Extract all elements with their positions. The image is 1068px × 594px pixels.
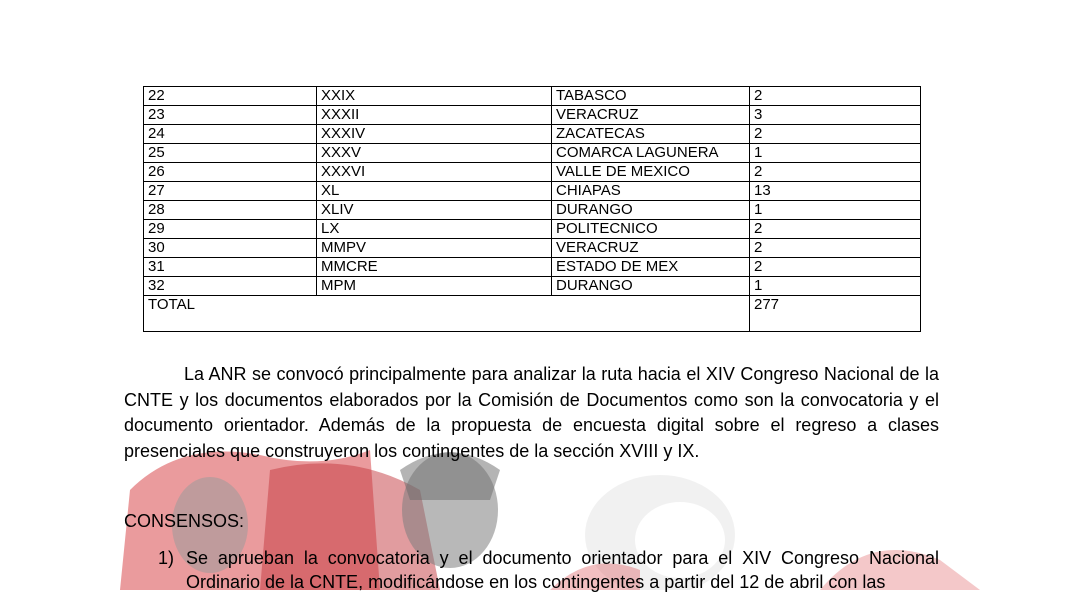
row-number: 29 [144, 220, 317, 239]
table-row [144, 220, 921, 239]
table-row [144, 277, 921, 296]
state-name: DURANGO [552, 277, 750, 296]
table-row [144, 258, 921, 277]
row-number: 26 [144, 163, 317, 182]
row-number: 27 [144, 182, 317, 201]
row-number: 28 [144, 201, 317, 220]
section-roman: MMCRE [317, 258, 552, 277]
consensos-heading: CONSENSOS: [124, 511, 245, 531]
row-number: 25 [144, 144, 317, 163]
table-row [144, 163, 921, 182]
state-name: DURANGO [552, 201, 750, 220]
section-roman: XXXV [317, 144, 552, 163]
delegate-count: 2 [750, 125, 921, 144]
consensos-item-1 [158, 546, 939, 594]
delegate-count: 1 [750, 277, 921, 296]
state-name: VERACRUZ [552, 106, 750, 125]
row-number: 32 [144, 277, 317, 296]
total-label: TOTAL [144, 296, 750, 332]
delegate-count: 2 [750, 220, 921, 239]
row-number: 30 [144, 239, 317, 258]
section-roman: XLIV [317, 201, 552, 220]
body-paragraph: La ANR se convocó principalmente para analizar la ruta hacia el XIV Congreso Nacional de la CNTE y los documentos elaborados por la Comisión de Documentos como son la convocatoria y el documento orientador. Además de la propuesta de encuesta digital sobre el regreso a clases presenciales que construyeron los contingentes de la sección XVIII y IX. [124, 364, 939, 461]
section-roman: MMPV [317, 239, 552, 258]
item-text: Se aprueban la convocatoria y el documento orientador para el XIV Congreso Nacional Ordinario de la CNTE, modificándose en los contingentes a partir del 12 de abril con las [186, 548, 939, 592]
section-roman: XXXIV [317, 125, 552, 144]
delegate-count: 2 [750, 258, 921, 277]
state-name: ESTADO DE MEX [552, 258, 750, 277]
delegate-count: 2 [750, 87, 921, 106]
delegate-count: 2 [750, 239, 921, 258]
section-roman: XXXVI [317, 163, 552, 182]
total-value: 277 [750, 296, 921, 332]
table-row [144, 87, 921, 106]
section-roman: XXIX [317, 87, 552, 106]
row-number: 23 [144, 106, 317, 125]
table-row [144, 125, 921, 144]
state-name: POLITECNICO [552, 220, 750, 239]
item-number: 1) [158, 548, 175, 568]
table-row [144, 239, 921, 258]
table-row [144, 144, 921, 163]
section-roman: XXXII [317, 106, 552, 125]
state-name: VERACRUZ [552, 239, 750, 258]
section-roman: LX [317, 220, 552, 239]
section-roman: XL [317, 182, 552, 201]
delegate-count: 13 [750, 182, 921, 201]
state-name: TABASCO [552, 87, 750, 106]
row-number: 24 [144, 125, 317, 144]
table-row [144, 201, 921, 220]
state-name: CHIAPAS [552, 182, 750, 201]
table-row [144, 106, 921, 125]
state-name: COMARCA LAGUNERA [552, 144, 750, 163]
state-name: ZACATECAS [552, 125, 750, 144]
row-number: 31 [144, 258, 317, 277]
row-number: 22 [144, 87, 317, 106]
table-row [144, 182, 921, 201]
delegate-count: 1 [750, 201, 921, 220]
section-roman: MPM [317, 277, 552, 296]
table-total-row [144, 296, 921, 332]
contingents-table [143, 86, 921, 332]
delegate-count: 3 [750, 106, 921, 125]
delegate-count: 2 [750, 163, 921, 182]
delegate-count: 1 [750, 144, 921, 163]
state-name: VALLE DE MEXICO [552, 163, 750, 182]
